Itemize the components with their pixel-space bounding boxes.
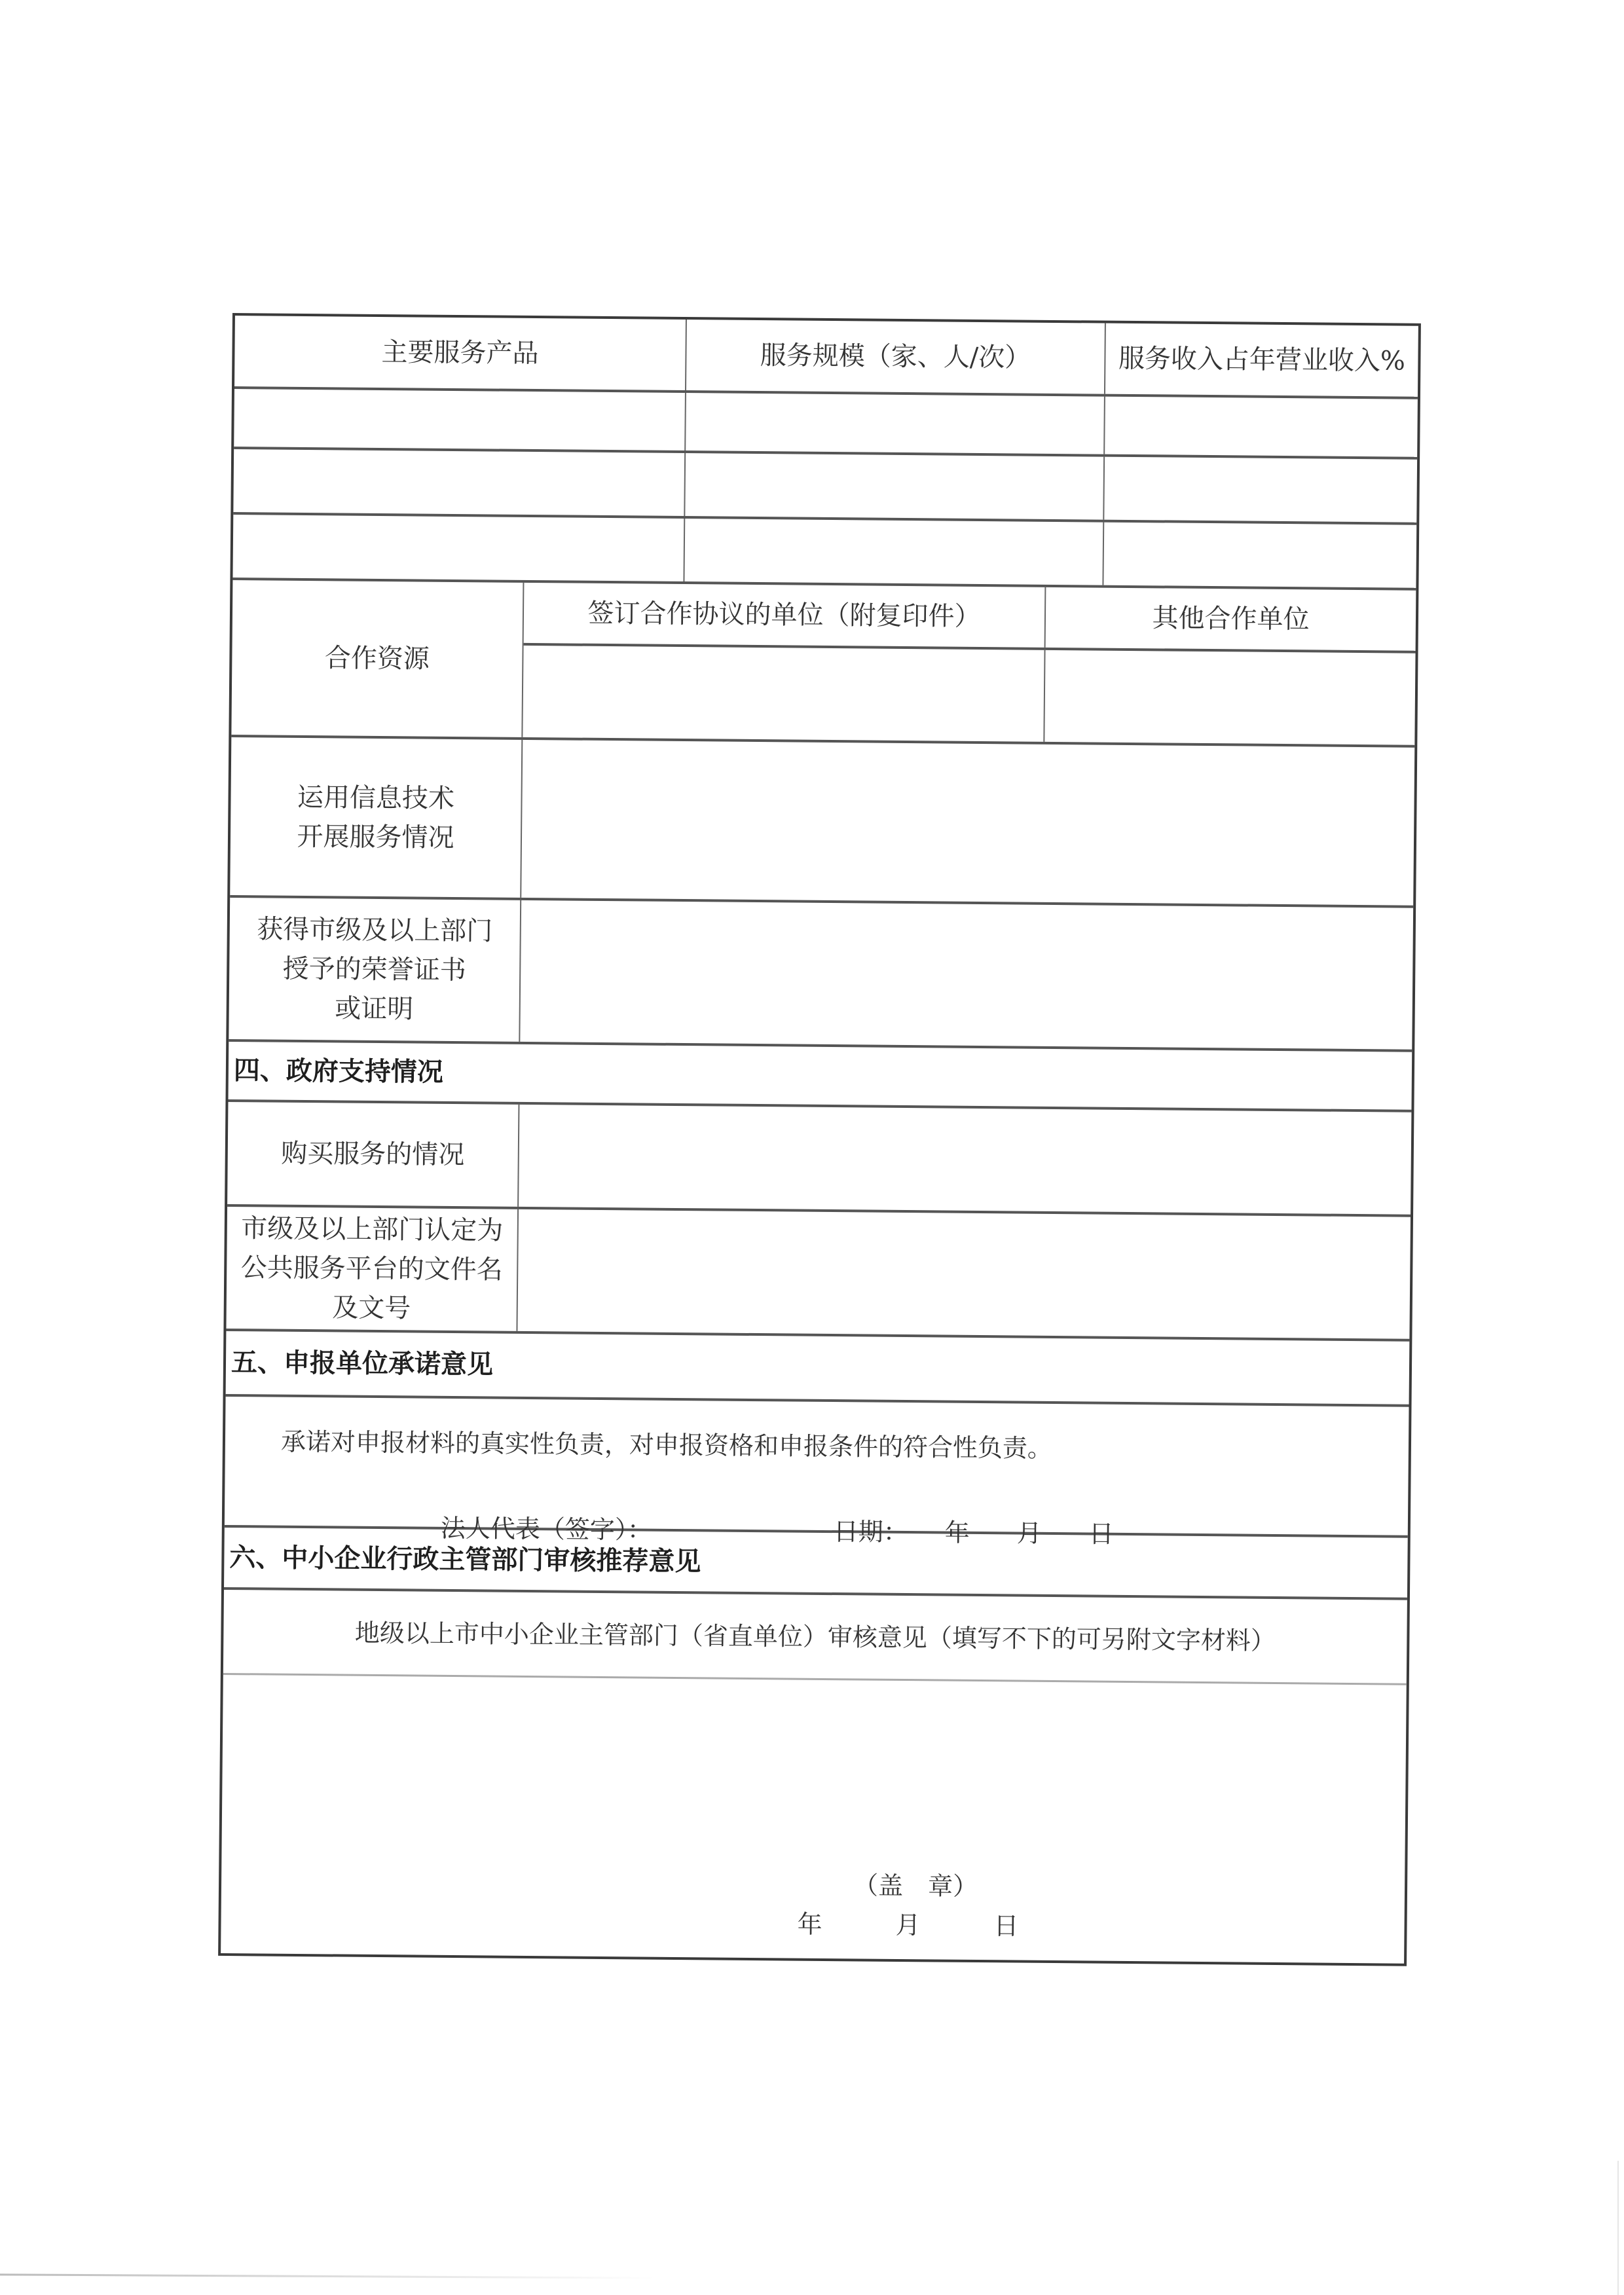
review-note-row bbox=[223, 1590, 1407, 1685]
platform-document-label-line: 公共服务平台的文件名 bbox=[240, 1253, 503, 1285]
stamp-date-month: 月 bbox=[895, 1910, 921, 1940]
it-services-label-line: 开展服务情况 bbox=[297, 821, 454, 853]
service-product-field[interactable] bbox=[234, 389, 685, 450]
pledge-text: 承诺对申报材料的真实性负责，对申报资格和申报条件的符合性负责。 bbox=[280, 1427, 1053, 1463]
purchase-services-field[interactable] bbox=[517, 1105, 1411, 1215]
it-services-label bbox=[230, 737, 521, 898]
date-year: 年 bbox=[944, 1518, 970, 1547]
service-product-field[interactable] bbox=[232, 515, 684, 581]
stamp-date-year: 年 bbox=[797, 1909, 822, 1939]
services-header-row bbox=[234, 316, 1418, 399]
honors-row bbox=[229, 898, 1413, 1052]
other-units-header: 其他合作单位 bbox=[1044, 587, 1416, 651]
other-units-field[interactable] bbox=[1043, 650, 1415, 745]
service-scale-field[interactable] bbox=[683, 519, 1103, 585]
scan-artifact-line bbox=[0, 2273, 655, 2279]
stamp-date bbox=[797, 1905, 1092, 1947]
date-label: 日期： bbox=[833, 1517, 908, 1547]
section-6-header-row bbox=[224, 1528, 1408, 1600]
platform-document-field[interactable] bbox=[516, 1209, 1411, 1339]
pledge-row bbox=[225, 1397, 1409, 1549]
service-product-field[interactable] bbox=[233, 449, 684, 516]
review-opinion-row bbox=[221, 1675, 1407, 1964]
date-month: 月 bbox=[1016, 1518, 1042, 1548]
table-row bbox=[232, 515, 1416, 591]
pledge-block bbox=[225, 1397, 1409, 1549]
it-services-label-line: 运用信息技术 bbox=[297, 782, 455, 814]
cooperation-subtable bbox=[521, 583, 1416, 745]
signed-units-header: 签订合作协议的单位（附复印件） bbox=[587, 598, 981, 632]
stamp-date-day: 日 bbox=[993, 1911, 1019, 1941]
platform-document-label-line: 市级及以上部门认定为 bbox=[241, 1213, 504, 1246]
honors-label bbox=[229, 898, 520, 1042]
header-service-revenue-ratio: 服务收入占年营业收入% bbox=[1104, 323, 1418, 397]
section-4-title: 四、政府支持情况 bbox=[233, 1056, 444, 1088]
scan-artifact-edge bbox=[1617, 2161, 1619, 2295]
review-opinion-field[interactable] bbox=[221, 1675, 1407, 1964]
service-revenue-field[interactable] bbox=[1103, 457, 1417, 523]
header-main-service-products: 主要服务产品 bbox=[381, 337, 539, 369]
stamp-label: （盖 章） bbox=[853, 1871, 978, 1901]
it-services-row bbox=[230, 737, 1414, 908]
platform-document-row bbox=[226, 1207, 1411, 1342]
legal-rep-signature-label[interactable]: 法人代表（签字）： bbox=[440, 1513, 653, 1545]
section-4-header-row bbox=[228, 1042, 1412, 1112]
service-revenue-field[interactable] bbox=[1103, 397, 1418, 457]
purchase-services-row bbox=[227, 1102, 1411, 1217]
honors-label-line: 获得市级及以上部门 bbox=[257, 914, 493, 947]
table-row bbox=[234, 389, 1418, 460]
review-note: 地级以上市中小企业主管部门（省直单位）审核意见（填写不下的可另附文字材料） bbox=[354, 1618, 1276, 1655]
it-services-field[interactable] bbox=[520, 740, 1414, 906]
cooperation-row bbox=[231, 580, 1416, 748]
section-6-title: 六、中小企业行政主管部门审核推荐意见 bbox=[229, 1542, 701, 1577]
table-row bbox=[233, 449, 1417, 525]
cooperation-label: 合作资源 bbox=[324, 643, 430, 674]
honors-label-line: 授予的荣誉证书 bbox=[282, 953, 466, 986]
purchase-services-label: 购买服务的情况 bbox=[281, 1138, 465, 1171]
signed-units-field[interactable] bbox=[523, 646, 1044, 742]
service-revenue-field[interactable] bbox=[1102, 523, 1416, 588]
service-scale-field[interactable] bbox=[684, 393, 1104, 454]
platform-document-label-line: 及文号 bbox=[332, 1293, 411, 1324]
honors-label-line: 或证明 bbox=[335, 993, 414, 1025]
service-scale-field[interactable] bbox=[684, 453, 1103, 520]
section-5-title: 五、申报单位承诺意见 bbox=[231, 1348, 494, 1380]
application-form-table bbox=[218, 313, 1421, 1966]
honors-field[interactable] bbox=[519, 900, 1413, 1050]
date-day: 日 bbox=[1088, 1519, 1114, 1549]
section-5-header-row bbox=[226, 1331, 1410, 1407]
header-service-scale: 服务规模（家、人/次） bbox=[685, 320, 1105, 394]
platform-document-label bbox=[226, 1207, 517, 1331]
